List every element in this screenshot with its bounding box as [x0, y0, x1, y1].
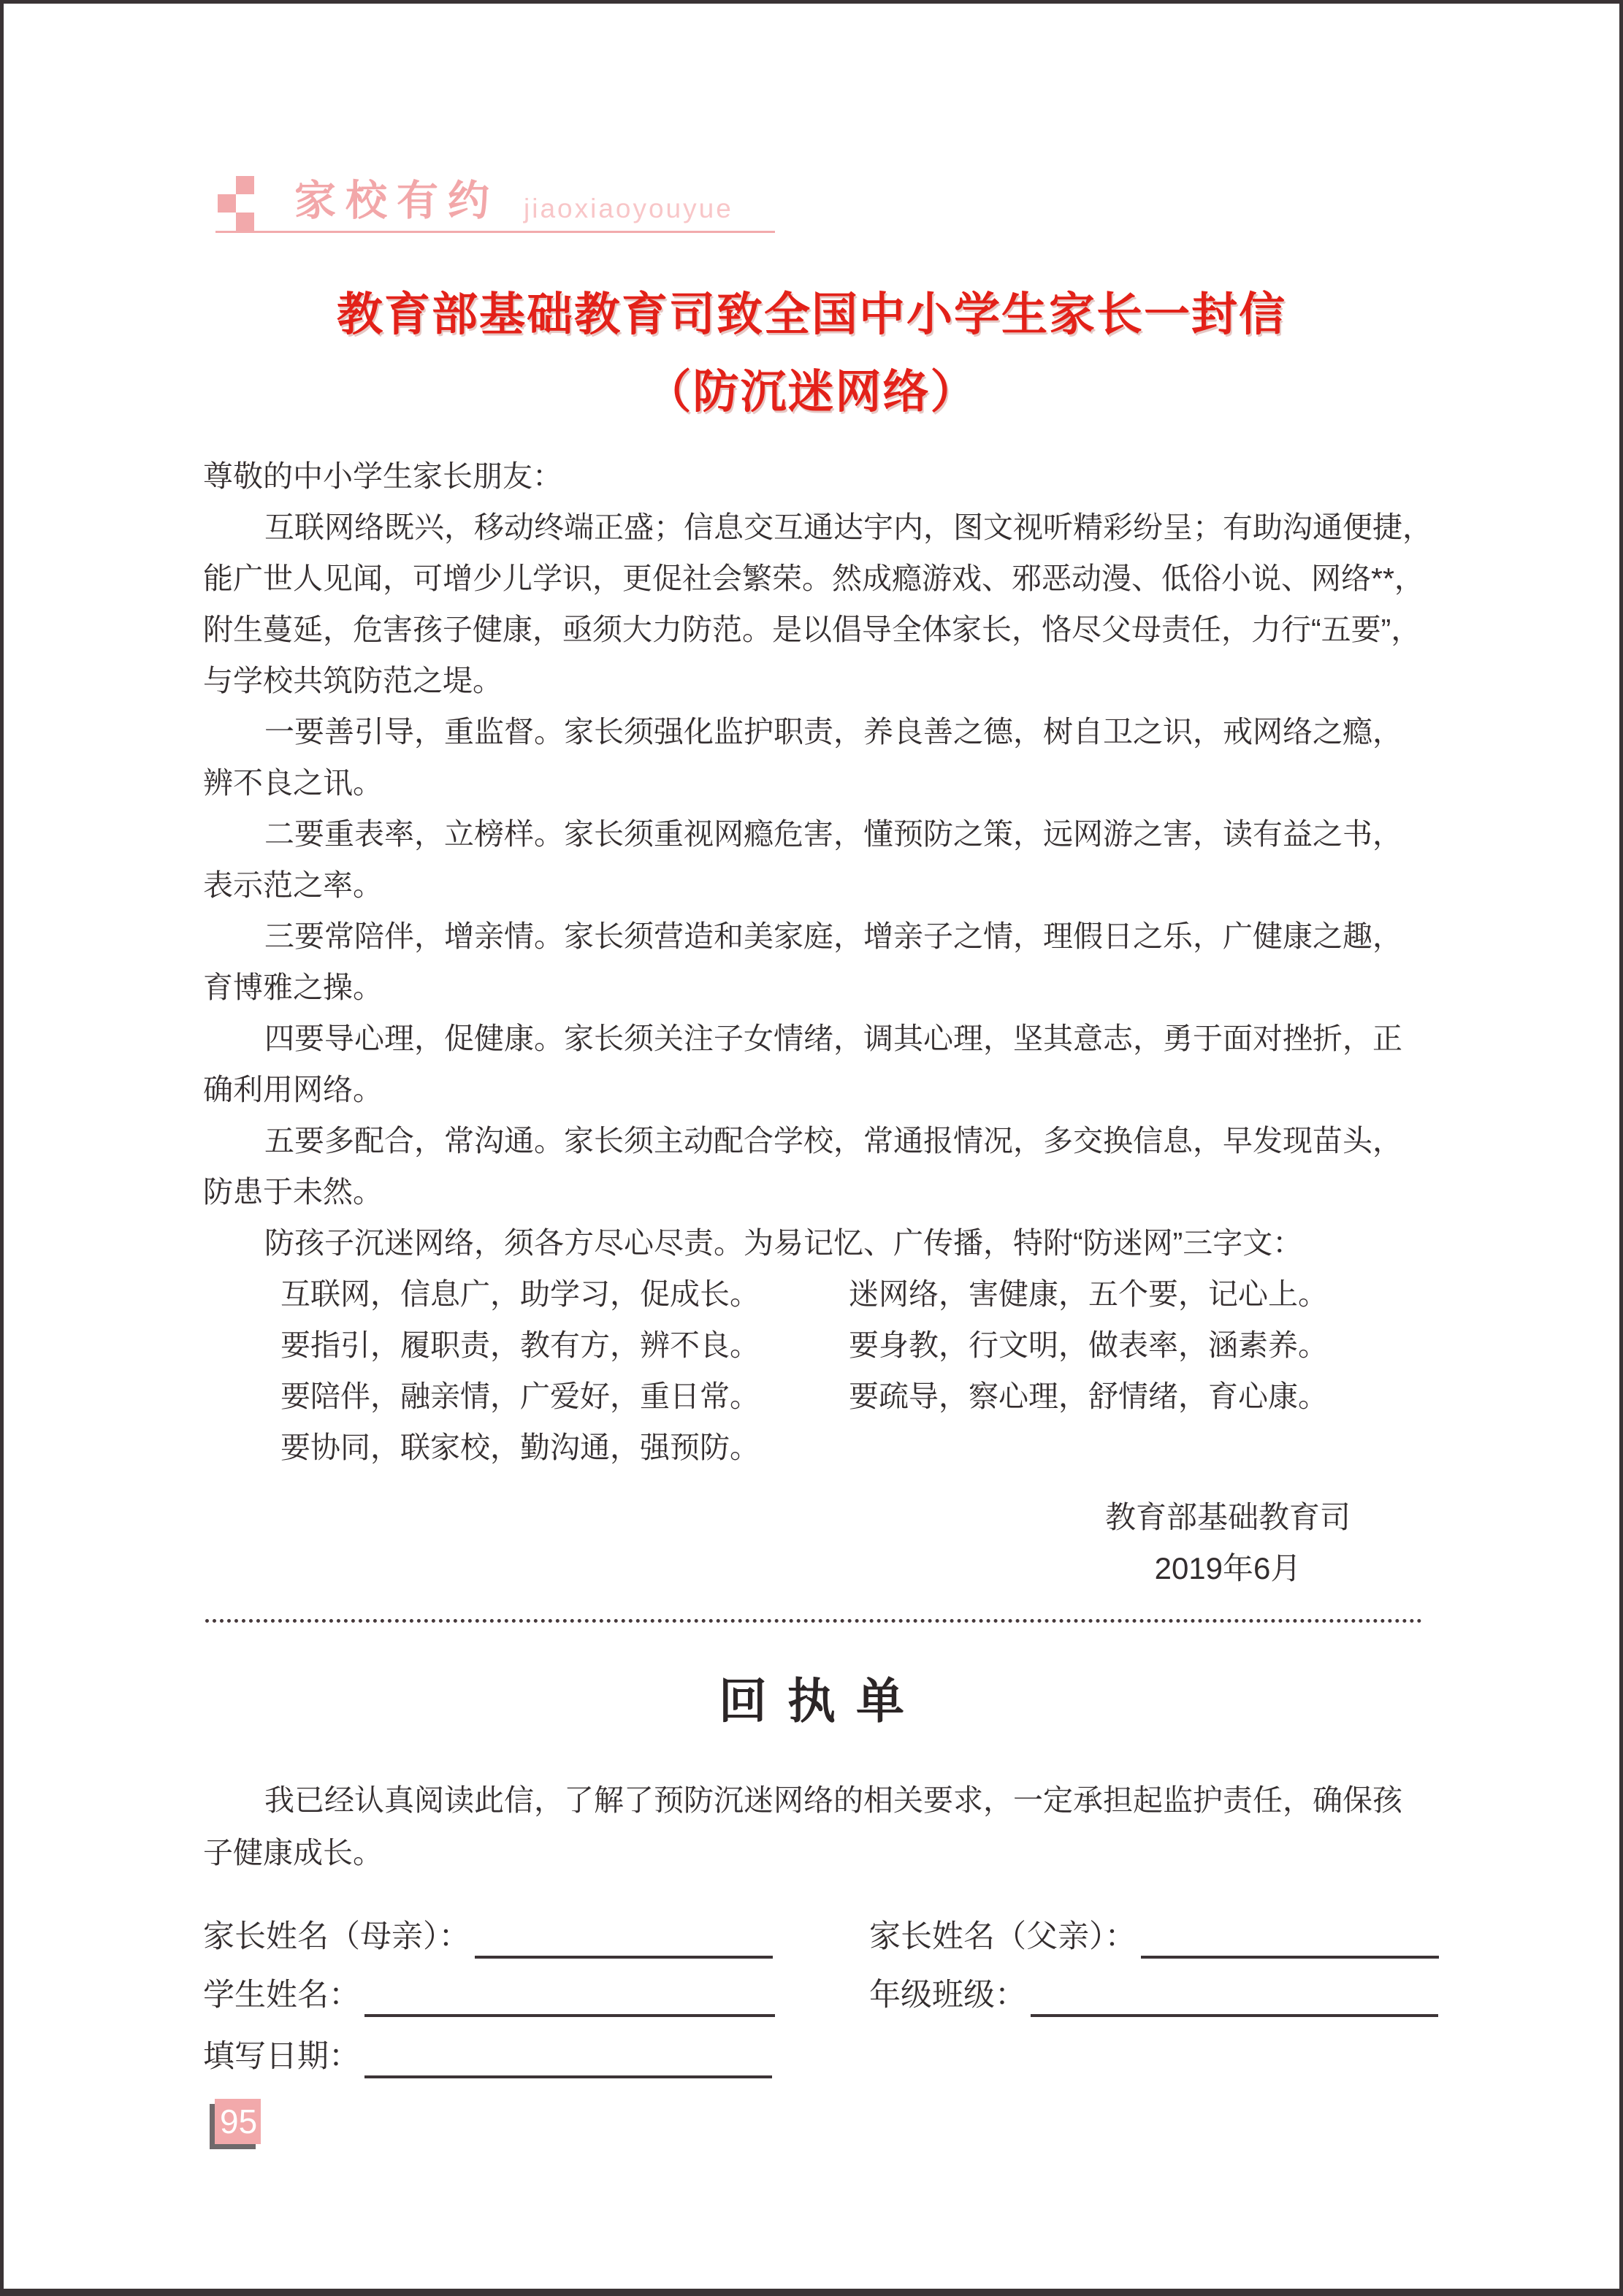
grade-class-blank-line [1031, 1982, 1438, 2017]
mother-name-blank-line [475, 1924, 773, 1959]
verse-row [203, 1422, 1462, 1473]
verse-cell: 要指引，履职责，教有方，辨不良。 [280, 1328, 760, 1362]
receipt-line: 子健康成长。 [203, 1836, 383, 1870]
body-line: 二要重表率，立榜样。家长须重视网瘾危害，懂预防之策，远网游之害，读有益之书， [264, 817, 1402, 851]
section-brand-title: 家校有约 [294, 177, 499, 224]
receipt-heading: 回执单 [719, 1675, 925, 1729]
verse-cell: 要协同，联家校，勤沟通，强预防。 [280, 1431, 760, 1464]
father-name-blank-line [1141, 1924, 1439, 1959]
signature-org: 教育部基础教育司 [1104, 1500, 1351, 1534]
fill-date-blank-line [364, 2043, 772, 2078]
student-name-label: 学生姓名： [203, 1978, 360, 2013]
signature-date: 2019年6月 [1154, 1551, 1302, 1585]
verse-row [203, 1371, 1462, 1422]
student-name-blank-line [364, 1982, 775, 2017]
grade-class-label: 年级班级： [869, 1978, 1026, 2013]
body-line: 能广世人见闻，可增少儿学识，更促社会繁荣。然成瘾游戏、邪恶动漫、低俗小说、网络**， [203, 562, 1424, 595]
body-line: 附生蔓延，危害孩子健康，亟须大力防范。是以倡导全体家长，恪尽父母责任，力行“五要”， [203, 613, 1421, 646]
grade-class-field [869, 1970, 1438, 2021]
body-line: 与学校共筑防范之堤。 [203, 664, 503, 697]
letter-title-line1: 教育部基础教育司致全国中小学生家长一封信 [337, 289, 1286, 340]
verse-cell: 要陪伴，融亲情，广爱好，重日常。 [280, 1379, 760, 1413]
section-brand-pinyin: jiaoxiaoyouyue [524, 194, 733, 223]
receipt-line: 我已经认真阅读此信，了解了预防沉迷网络的相关要求，一定承担起监护责任，确保孩 [264, 1783, 1402, 1817]
verse-cell: 要身教，行文明，做表率，涵素养。 [849, 1328, 1328, 1362]
signature-block [1099, 1492, 1356, 1594]
mother-name-label: 家长姓名（母亲）： [203, 1919, 470, 1954]
body-line: 防患于未然。 [203, 1175, 383, 1209]
pink-square-icon [236, 176, 254, 194]
header-underline [215, 231, 775, 233]
checker-squares-icon [218, 176, 254, 230]
body-line: 一要善引导，重监督。家长须强化监护职责，养良善之德，树自卫之识，戒网络之瘾， [264, 715, 1402, 749]
letter-body [203, 451, 1462, 1473]
verse-row [203, 1268, 1462, 1320]
body-line: 互联网络既兴，移动终端正盛；信息交互通达宇内，图文视听精彩纷呈；有助沟通便捷， [264, 510, 1432, 544]
letter-title-line2: （防沉迷网络） [645, 367, 978, 418]
father-name-label: 家长姓名（父亲）： [869, 1919, 1137, 1954]
body-line: 辨不良之讯。 [203, 766, 383, 800]
body-line: 三要常陪伴，增亲情。家长须营造和美家庭，增亲子之情，理假日之乐，广健康之趣， [264, 919, 1402, 953]
body-line: 四要导心理，促健康。家长须关注子女情绪，调其心理，坚其意志，勇于面对挫折，正 [264, 1022, 1402, 1055]
verse-row [203, 1320, 1462, 1371]
body-line: 防孩子沉迷网络，须各方尽心尽责。为易记忆、广传播，特附“防迷网”三字文： [264, 1226, 1303, 1260]
form-row-student [203, 1970, 1462, 2021]
pink-square-icon [236, 213, 254, 231]
verse-cell: 要疏导，察心理，舒情绪，育心康。 [849, 1379, 1328, 1413]
body-line: 五要多配合，常沟通。家长须主动配合学校，常通报情况，多交换信息，早发现苗头， [264, 1124, 1402, 1157]
form-row-parents [203, 1911, 1462, 1962]
form-row-date [203, 2031, 1462, 2082]
dotted-cut-line [205, 1619, 1422, 1623]
body-line: 育博雅之操。 [203, 971, 383, 1004]
receipt-body [203, 1774, 1462, 1879]
body-line: 确利用网络。 [203, 1073, 383, 1106]
verse-cell: 互联网，信息广，助学习，促成长。 [280, 1277, 760, 1311]
fill-date-label: 填写日期： [203, 2039, 360, 2074]
father-name-field [869, 1911, 1439, 1962]
verse-cell: 迷网络，害健康，五个要，记心上。 [849, 1277, 1328, 1311]
page-number-badge: 95 [215, 2099, 261, 2144]
body-line: 表示范之率。 [203, 868, 383, 902]
pink-square-icon [218, 194, 236, 213]
salutation: 尊敬的中小学生家长朋友： [203, 459, 562, 493]
